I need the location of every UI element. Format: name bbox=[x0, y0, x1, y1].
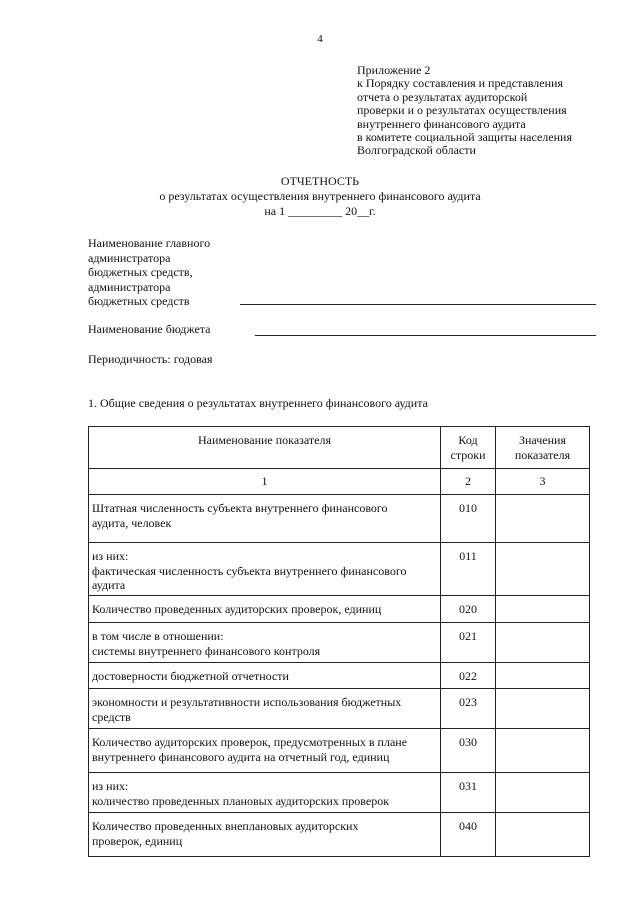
table-row bbox=[89, 729, 590, 773]
indicator-name-line: из них: bbox=[92, 779, 129, 793]
table-row bbox=[89, 773, 590, 813]
indicator-value-cell[interactable] bbox=[496, 596, 590, 623]
table-row bbox=[89, 663, 590, 689]
indicator-name bbox=[89, 596, 441, 623]
administrator-field-label bbox=[88, 236, 210, 309]
appendix-line: отчета о результатах аудиторской bbox=[357, 89, 528, 104]
row-code: 021 bbox=[441, 623, 496, 663]
periodicity-label bbox=[88, 352, 212, 367]
indicator-name-line: достоверности бюджетной отчетности bbox=[92, 669, 289, 683]
appendix-line: к Порядку составления и представления bbox=[357, 76, 563, 91]
appendix-line: Волгоградской области bbox=[357, 143, 476, 158]
report-heading bbox=[0, 174, 640, 219]
indicator-name-line: внутреннего финансового аудита на отчетный год, единиц bbox=[92, 749, 390, 764]
report-date-line: на 1 _________ 20__г. bbox=[264, 204, 376, 218]
indicator-name bbox=[89, 623, 441, 663]
report-subtitle: о результатах осуществления внутреннего финансового аудита bbox=[159, 189, 481, 203]
indicator-name-line: системы внутреннего финансового контроля bbox=[92, 643, 321, 658]
indicator-name bbox=[89, 689, 441, 729]
header-code-line: Код bbox=[458, 433, 478, 447]
table-row bbox=[89, 543, 590, 596]
indicator-name-line: аудита bbox=[92, 578, 126, 592]
budget-field-label bbox=[88, 322, 211, 337]
section-title: 1. Общие сведения о результатах внутреннего финансового аудита bbox=[88, 396, 428, 410]
indicator-name bbox=[89, 495, 441, 543]
header-value-line: Значения bbox=[518, 433, 566, 447]
appendix-line: проверки и о результатах осуществления bbox=[357, 103, 567, 118]
column-number: 3 bbox=[496, 469, 590, 495]
indicator-name-line: экономности и результативности использования бюджетных bbox=[92, 695, 402, 709]
table-header-row bbox=[89, 427, 590, 469]
administrator-field-line bbox=[240, 304, 596, 305]
row-code: 040 bbox=[441, 813, 496, 857]
row-code: 022 bbox=[441, 663, 496, 689]
table-row bbox=[89, 495, 590, 543]
appendix-block bbox=[357, 64, 627, 158]
budget-label: Наименование бюджета bbox=[88, 322, 211, 336]
indicator-value-cell[interactable] bbox=[496, 813, 590, 857]
indicator-name-line: проверок, единиц bbox=[92, 833, 183, 848]
header-code-line: строки bbox=[450, 447, 486, 462]
column-number: 2 bbox=[441, 469, 496, 495]
report-title: ОТЧЕТНОСТЬ bbox=[280, 174, 360, 188]
indicator-name bbox=[89, 663, 441, 689]
indicator-name bbox=[89, 729, 441, 773]
indicator-value-cell[interactable] bbox=[496, 773, 590, 813]
row-code: 030 bbox=[441, 729, 496, 773]
budget-field-line bbox=[255, 335, 596, 336]
indicator-name bbox=[89, 773, 441, 813]
row-code: 011 bbox=[441, 543, 496, 596]
indicator-name-line: Количество аудиторских проверок, предусмотренных в плане bbox=[92, 735, 408, 749]
appendix-line: внутреннего финансового аудита bbox=[357, 116, 526, 131]
header-name bbox=[89, 427, 441, 469]
header-code bbox=[441, 427, 496, 469]
administrator-label-line: Наименование главного bbox=[88, 236, 211, 250]
indicator-name-line: Количество проведенных внеплановых аудиторских bbox=[92, 819, 359, 833]
header-value bbox=[496, 427, 590, 469]
indicator-name-line: в том числе в отношении: bbox=[92, 629, 224, 643]
administrator-label-line: бюджетных средств, bbox=[88, 265, 193, 279]
row-code: 010 bbox=[441, 495, 496, 543]
indicator-value-cell[interactable] bbox=[496, 663, 590, 689]
indicator-name-line: аудита, человек bbox=[92, 515, 172, 530]
indicator-name bbox=[89, 543, 441, 596]
header-name-text: Наименование показателя bbox=[198, 433, 331, 447]
table-row bbox=[89, 813, 590, 857]
indicator-value-cell[interactable] bbox=[496, 729, 590, 773]
periodicity-text: Периодичность: годовая bbox=[88, 352, 213, 366]
indicator-name-line: средств bbox=[92, 709, 131, 724]
indicator-name-line: Штатная численность субъекта внутреннего финансового bbox=[92, 501, 388, 515]
administrator-label-line: администратора bbox=[88, 250, 171, 265]
administrator-label-line: бюджетных средств bbox=[88, 294, 190, 308]
column-number-row bbox=[89, 469, 590, 495]
indicator-name-line: из них: bbox=[92, 549, 129, 563]
indicator-value-cell[interactable] bbox=[496, 495, 590, 543]
indicator-name-line: количество проведенных плановых аудиторских проверок bbox=[92, 793, 390, 808]
indicator-value-cell[interactable] bbox=[496, 543, 590, 596]
appendix-line: в комитете социальной защиты населения bbox=[357, 130, 572, 145]
table-row bbox=[89, 623, 590, 663]
indicator-name bbox=[89, 813, 441, 857]
appendix-line: Приложение 2 bbox=[357, 63, 431, 77]
row-code: 020 bbox=[441, 596, 496, 623]
table-row bbox=[89, 596, 590, 623]
indicator-value-cell[interactable] bbox=[496, 623, 590, 663]
page-number: 4 bbox=[317, 33, 323, 45]
indicator-value-cell[interactable] bbox=[496, 689, 590, 729]
column-number: 1 bbox=[89, 469, 441, 495]
header-value-line: показателя bbox=[514, 447, 571, 462]
row-code: 023 bbox=[441, 689, 496, 729]
indicator-name-line: Количество проведенных аудиторских проверок, единиц bbox=[92, 602, 382, 616]
administrator-label-line: администратора bbox=[88, 279, 171, 294]
table-row bbox=[89, 689, 590, 729]
row-code: 031 bbox=[441, 773, 496, 813]
indicator-name-line: фактическая численность субъекта внутреннего финансового bbox=[92, 563, 407, 578]
indicators-table bbox=[88, 426, 590, 857]
